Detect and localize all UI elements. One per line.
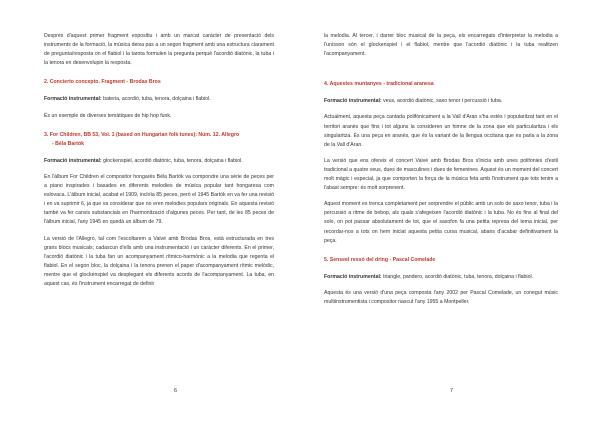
paragraph: Actualment, aquesta peça cantada polifònicament a la Vall d'Aran s'ha estès i popularitzat tant en el territori aranès que fins i tot alguns la consideren un himne de la zona que els particularitza i els singularitza. És una peça en aranès, que és la variant de la llengua occitana que es parla a la zona de la Vall d'Aran. (324, 114, 558, 148)
instrumentation-paragraph (324, 97, 558, 106)
paragraph: Aquesta és una versió d'una peça composta l'any 2002 per Pascal Comelade, un conegut músic multiinstrumentista i compositor nascut l'any 1955 a Montpeller. (324, 289, 558, 305)
paragraph: la melodia. Al tercer, i darrer bloc musical de la peça, els encarregats d'interpretar la melodia a l'unísson són el glockenspiel i el flabiol, mentre que l'acordió diatònic i la tuba realitzen l'acompanyament. (324, 33, 558, 58)
instrumentation-label: Formació instrumental: (324, 98, 382, 105)
instrumentation-label: Formació instrumental: (44, 96, 102, 103)
section-heading-3 (44, 131, 274, 149)
section-heading-5: 5. Senseel ressò del dring - Pascal Comelade (324, 256, 436, 263)
right-page (300, 0, 600, 424)
instrumentation-paragraph (324, 273, 558, 282)
page-number-right: 7 (450, 388, 453, 394)
paragraph: Aquest moment es trenca completament per sorprendre el públic amb un solo de saxo tenor, tuba i la percussió a ritme de bebop, als quals s'afegeixen l'acordió diatònic i la tuba. No és fins al final del solo, on pot passar absolutament de tot, que el saxofon fa una petita represa del tema inicial, per recordar-nos a tots on hem iniciat aquesta petita cursa musical, abans d'acabar definitivament la peça. (324, 201, 558, 244)
page-number-left: 6 (174, 388, 177, 394)
paragraph: És un exemple de diverses temàtiques de hip hop funk. (44, 112, 172, 119)
paragraph: La versió que ens ofereix el concert Vaivé amb Brodas Bros s'inicia amb unes polifonies d'estil tradicional a quatre veus, dues de masculines i dues de femenines. Aquest és un moment del concert molt màgic i especial, ja que comporten la força de la música feta amb l'instrument que tots tenim a l'abast sempre: és molt sorprenent. (324, 157, 558, 192)
paragraph: En l'àlbum For Children el compositor hongarès Béla Bartók va compondre una sèrie de peces per a piano inspirades i basades en diferents melodies de música popular tant hongaresa com eslovaca. L'àlbum inicial, acabat el 1909, incloïa 85 peces, però el 1945 Bartók en va fer una revisió i en va suprimir 6, ja que va considerar que no eren melodies populars originals. En aquesta revisió també va fer canvis substancials en l'harmonització d'algunes peces. Per tant, de les 85 peces de l'àlbum inicial, l'any 1945 en quedà un àlbum de 79. (44, 173, 274, 226)
paragraph: La versió de l'Allegro, tal com l'escoltarem a Vaivé amb Brodas Bros, està estructurada en tres grans blocs musicals; cadascun d'ells amb una instrumentació i un caràcter diferents. En el primer, l'acordió diatònic i la tuba fan un acompanyament rítmico-harmònic a la melodia que regenta el flabiol. En el segon bloc, la dolçaina i la tenora prenen el paper d'acompanyament rítmic melòdic, mentre que el glockenspiel va desplegant els diferents acords de l'acompanyament. La tuba, en aquest cas, és l'instrument encarregat de definir (44, 235, 274, 287)
instrumentation-paragraph (44, 157, 274, 166)
instrumentation-label: Formació instrumental: (324, 273, 382, 280)
heading-line-continued: - Béla Bartók (52, 140, 84, 147)
paragraph: Després d'aquest primer fragment expositiu i amb un marcat caràcter de presentació dels instruments de la formació, la música deixa pas a un segon fragment amb una estructura clarament de pregunta/resposta on el flabiol i la tarota formulen la pregunta perquè l'acordió diatònic, la tuba i la tenora en desenvolupin la resposta. (44, 33, 274, 67)
instrumentation-text: bateria, acordió, tuba, tenora, dolçaina i flabiol. (101, 96, 211, 103)
instrumentation-text: veus, acordió diatònic, saxo tenor i percussió i tuba. (381, 98, 503, 105)
instrumentation-text: glockenspiel, acordió diatònic, tuba, tenora, dolçaina i flabiol. (101, 157, 243, 164)
heading-line: 3. For Children, BB 53, Vol. 1 (based on Hungarian folk tunes): Núm. 12. Allegro (44, 131, 240, 138)
instrumentation-paragraph (44, 95, 274, 104)
section-heading-2: 2. Concierto concepto. Fragment - Brodas Bros (44, 79, 161, 86)
instrumentation-label: Formació instrumental: (44, 157, 102, 164)
section-heading-4: 4. Aquestes muntanyes - tradicional aranesa (324, 81, 434, 88)
instrumentation-text: triangle, pandero, acordió diatònic, tuba, tenora, dolçaina i flabiol. (381, 273, 534, 280)
